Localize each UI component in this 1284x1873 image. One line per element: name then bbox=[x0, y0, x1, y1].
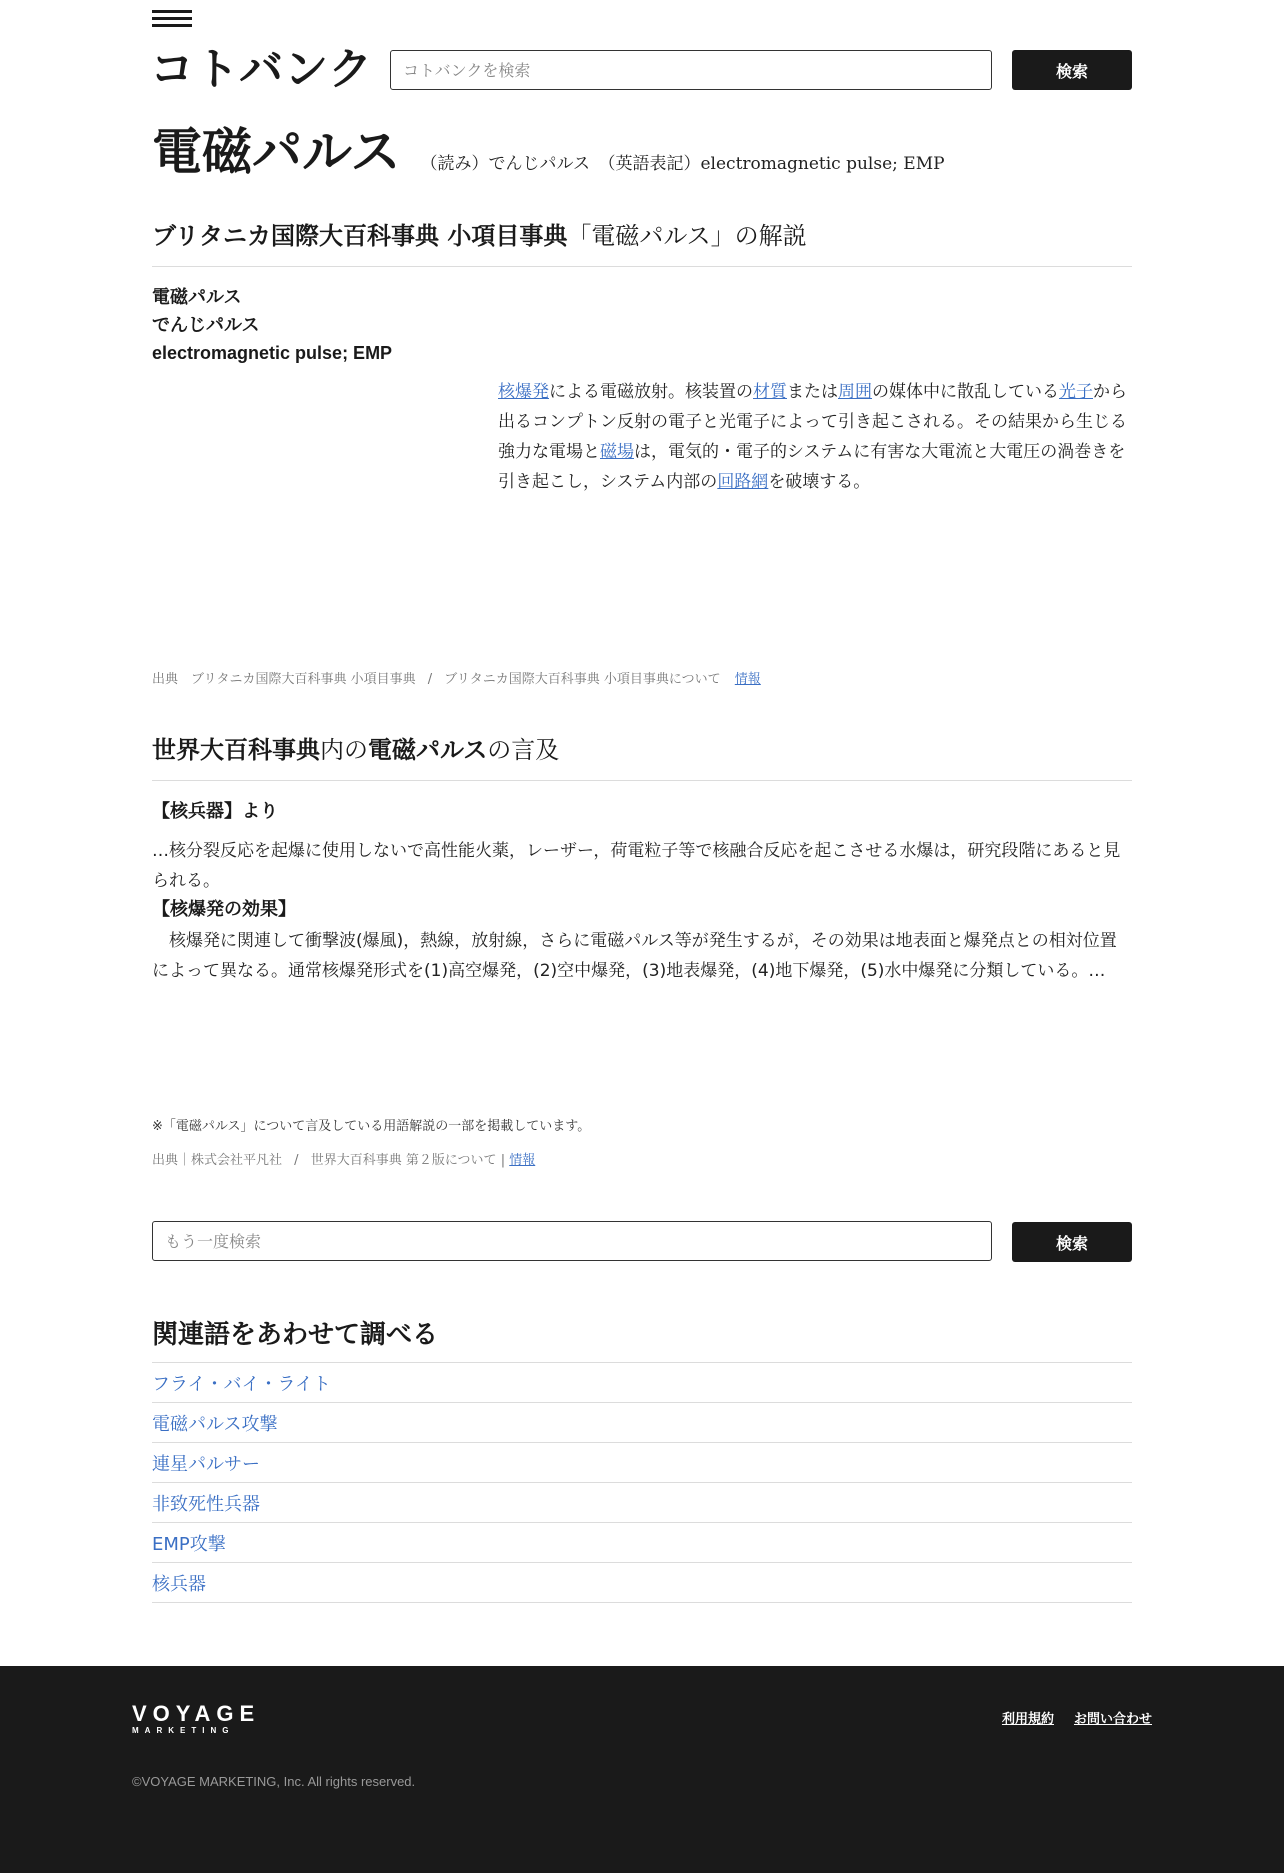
contact-link[interactable]: お問い合わせ bbox=[1073, 1712, 1152, 1727]
heibonsha-paragraph-1: …核分裂反応を起爆に使用しないで高性能火薬，レーザー，荷電粒子等で核融合反応を起こさせる水爆は，研究段階にあると見られる。 bbox=[152, 841, 1121, 891]
headword-reading: でんじパルス bbox=[152, 315, 260, 335]
headword-kanji: 電磁パルス bbox=[152, 287, 242, 307]
body-term-link[interactable]: 材質 bbox=[753, 382, 787, 402]
related-item bbox=[152, 1363, 1132, 1403]
footer bbox=[0, 1666, 1284, 1873]
body-term-link[interactable]: 光子 bbox=[1059, 382, 1093, 402]
related-item bbox=[152, 1563, 1132, 1603]
entry-header bbox=[152, 120, 1132, 184]
related-list bbox=[152, 1362, 1132, 1603]
heibonsha-source-line: 出典｜株式会社平凡社 / 世界大百科事典 第２版について | 情報 bbox=[152, 1153, 536, 1168]
footer-logo-text: VOYAGE bbox=[132, 1701, 261, 1726]
britannica-source-line: 出典 ブリタニカ国際大百科事典 小項目事典 / ブリタニカ国際大百科事典 小項目事典について 情報 bbox=[152, 672, 761, 687]
research-input[interactable] bbox=[152, 1221, 992, 1261]
page-title: 電磁パルス bbox=[152, 123, 401, 181]
body-term-link[interactable]: 核爆発 bbox=[498, 382, 549, 402]
related-link[interactable]: 連星パルサー bbox=[152, 1453, 260, 1475]
menu-icon[interactable] bbox=[152, 10, 192, 30]
body-text-segment: は，電気的・電子的システムに有害な大電流と大電圧の渦巻きを引き起こし，システム内部の bbox=[498, 442, 1126, 492]
body-text-segment: を破壊する。 bbox=[768, 472, 871, 492]
heibonsha-info-link[interactable]: 情報 bbox=[509, 1153, 536, 1168]
related-item bbox=[152, 1483, 1132, 1523]
related-item bbox=[152, 1403, 1132, 1443]
entry-reading: （読み）でんじパルス （英語表記）electromagnetic pulse; EMP bbox=[420, 154, 945, 174]
heibonsha-section-title bbox=[152, 732, 1132, 781]
research-button[interactable]: 検索 bbox=[1012, 1222, 1132, 1262]
heibonsha-heading-suffix: の言及 bbox=[487, 736, 560, 764]
search-input[interactable] bbox=[390, 50, 992, 90]
body-text-segment: から出るコンプトン反射の電子と光電子によって引き起こされる。その結果から生じる強力な電場と bbox=[498, 382, 1127, 462]
heibonsha-subheading: 【核爆発の効果】 bbox=[152, 899, 296, 920]
heibonsha-source-label: 出典｜株式会社平凡社 bbox=[152, 1153, 283, 1168]
headword-english: electromagnetic pulse; EMP bbox=[152, 343, 393, 363]
related-title: 関連語をあわせて調べる bbox=[152, 1320, 439, 1350]
footer-links bbox=[1002, 1708, 1152, 1727]
body-text-segment: または bbox=[787, 382, 838, 402]
heibonsha-about-label[interactable]: 世界大百科事典 第２版について | bbox=[310, 1153, 506, 1168]
related-link[interactable]: EMP攻撃 bbox=[152, 1533, 226, 1555]
britannica-about-label[interactable]: ブリタニカ国際大百科事典 小項目事典について bbox=[444, 672, 721, 687]
terms-link[interactable]: 利用規約 bbox=[1001, 1712, 1054, 1727]
heibonsha-heading-term: 電磁パルス bbox=[368, 736, 488, 764]
footer-logo[interactable] bbox=[132, 1702, 260, 1736]
site-logo[interactable]: コトバンク bbox=[150, 44, 374, 95]
body-text-segment: の媒体中に散乱している bbox=[872, 382, 1059, 402]
search-button[interactable]: 検索 bbox=[1012, 50, 1132, 90]
from-label: 【核兵器】より bbox=[152, 801, 278, 822]
related-link[interactable]: 電磁パルス攻撃 bbox=[152, 1413, 278, 1435]
britannica-section-title bbox=[152, 218, 1132, 267]
related-link[interactable]: フライ・バイ・ライト bbox=[152, 1373, 331, 1395]
body-term-link[interactable]: 回路網 bbox=[717, 472, 769, 492]
body-text-segment: による電磁放射。核装置の bbox=[549, 382, 753, 402]
britannica-body-text bbox=[498, 377, 1132, 497]
body-term-link[interactable]: 磁場 bbox=[600, 442, 634, 462]
britannica-source-name: ブリタニカ国際大百科事典 小項目事典 bbox=[152, 222, 568, 250]
heibonsha-note: ※「電磁パルス」について言及している用語解説の一部を掲載しています。 bbox=[152, 1119, 591, 1134]
related-item bbox=[152, 1443, 1132, 1483]
copyright: ©VOYAGE MARKETING, Inc. All rights reserved. bbox=[132, 1774, 416, 1789]
footer-logo-subtext: MARKETING bbox=[132, 1726, 235, 1735]
related-link[interactable]: 核兵器 bbox=[152, 1573, 206, 1595]
body-term-link[interactable]: 周囲 bbox=[838, 382, 872, 402]
britannica-source-label: 出典 ブリタニカ国際大百科事典 小項目事典 bbox=[152, 672, 416, 687]
related-item bbox=[152, 1523, 1132, 1563]
heibonsha-paragraph-2: 核爆発に関連して衝撃波(爆風)，熱線，放射線，さらに電磁パルス等が発生するが，その効果は地表面と爆発点との相対位置によって異なる。通常核爆発形式を(1)高空爆発，(2)空中爆発，(3)地表爆発，(4)地下爆発，(5)水中爆発に分類している。… bbox=[152, 931, 1117, 981]
related-link[interactable]: 非致死性兵器 bbox=[152, 1493, 260, 1515]
heibonsha-heading-mid: 内の bbox=[320, 736, 368, 764]
britannica-info-link[interactable]: 情報 bbox=[734, 672, 761, 687]
heibonsha-heading-source: 世界大百科事典 bbox=[152, 736, 320, 764]
britannica-heading-suffix: 「電磁パルス」の解説 bbox=[567, 222, 807, 250]
